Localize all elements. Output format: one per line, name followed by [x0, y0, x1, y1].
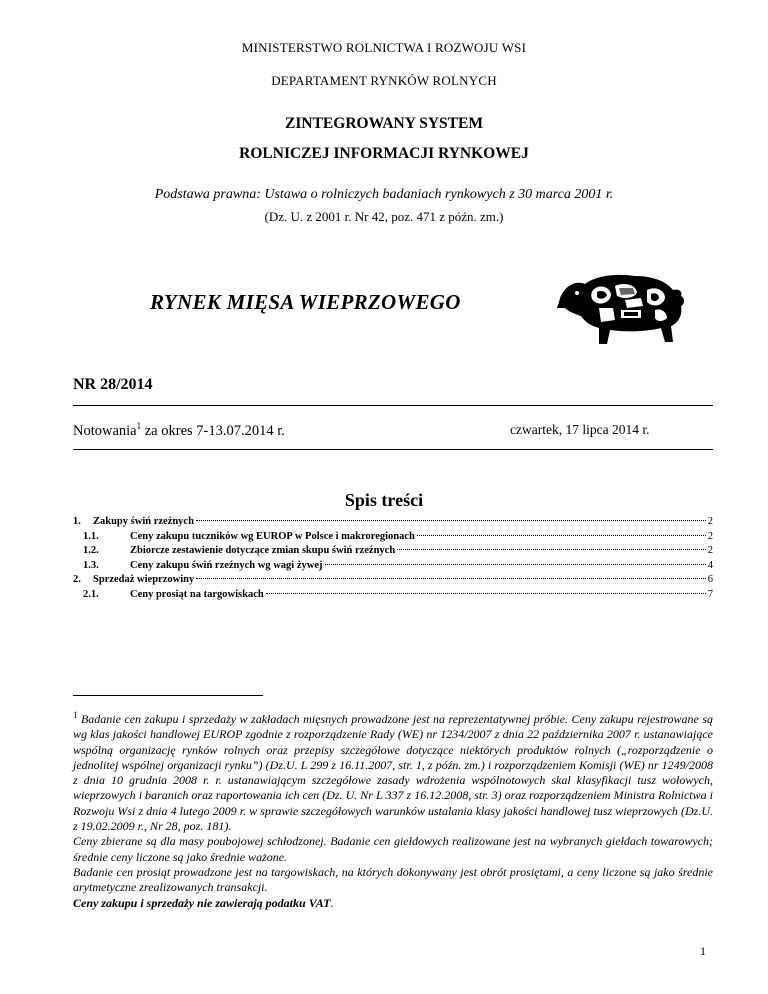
- quotation-period-text: za okres 7-13.07.2014 r.: [141, 422, 285, 439]
- toc-leader-dots: [417, 535, 706, 536]
- toc-title: Spis treści: [344, 490, 424, 510]
- toc-item-label: Zbiorcze zestawienie dotyczące zmian skupu świń rzeźnych: [130, 545, 396, 556]
- toc-item-label: Ceny zakupu tuczników wg EUROP w Polsce i makroregionach: [130, 530, 415, 542]
- toc-leader-dots: [196, 578, 706, 579]
- toc-item-1[interactable]: [73, 515, 713, 530]
- footnote-mark: 1: [73, 710, 78, 720]
- quotation-prefix: Notowania: [73, 422, 137, 439]
- toc-item-number: 1.: [73, 516, 81, 527]
- footnote-reference[interactable]: 1: [136, 421, 142, 431]
- toc-item-1-3[interactable]: [73, 559, 713, 574]
- footnote-paragraph-2: Ceny zbierane są dla masy poubojowej schłodzonej. Badanie cen giełdowych realizowane jest na wybranych giełdach towarowych; średnie ceny liczone są jako średnie ważone.: [73, 834, 713, 864]
- toc-item-label: Sprzedaż wieprzowiny: [93, 574, 195, 585]
- toc-item-label: Ceny prosiąt na targowiskach: [130, 588, 264, 600]
- toc-item-number: 2.1.: [83, 588, 99, 600]
- report-title: RYNEK MIĘSA WIEPRZOWEGO: [150, 290, 461, 314]
- toc-item-label: Ceny zakupu świń rzeźnych wg wagi żywej: [130, 559, 323, 571]
- footnote-divider: [73, 695, 263, 696]
- toc-item-page: 4: [707, 559, 713, 571]
- legal-basis: Podstawa prawna: Ustawa o rolniczych badaniach rynkowych z 30 marca 2001 r.: [154, 187, 614, 202]
- footnote-text-1: Badanie cen zakupu i sprzedaży w zakładach mięsnych prowadzone jest na reprezentatywnej próbie. Ceny zakupu rejestrowane są wg klas jakości handlowej EUROP zgodnie z rozporządzenie Rady (WE) nr 1234/2007 z dnia 22 października 2007 r. ustanawiające wspólną organizację rynków rolnych oraz przepisy szczegółowe dotyczące niektórych produktów rolnych („rozporządzenie o jednolitej wspólnej organizacji rynku”) (Dz.U. L 299 z 16.11.2007, str. 1, z późn. zm.) i rozporządzeniem Komisji (WE) nr 1249/2008 z dnia 10 grudnia 2008 r. r. ustanawiającym szczegółowe zasady wdrożenia wspólnotowych skal klasyfikacji tusz wołowych, wieprzowych i baranich oraz raportowania ich cen (Dz. U. Nr L 337 z 16.12.2008, str. 3) oraz rozporządzeniem Ministra Rolnictwa i Rozwoju Wsi z dnia 4 lutego 2009 r. w sprawie szczegółowych warunków ustalania klasy jakości handlowej tusz wieprzowych (Dz.U. z 19.02.2009 r., Nr 28, poz. 181).: [73, 712, 713, 834]
- publication-date: czwartek, 17 lipca 2014 r.: [510, 422, 650, 437]
- toc-item-1-1[interactable]: [73, 530, 713, 545]
- toc-item-number: 1.2.: [83, 545, 99, 556]
- toc-item-number: 1.3.: [83, 559, 99, 571]
- toc-item-1-2[interactable]: [73, 544, 713, 559]
- toc-leader-dots: [325, 564, 706, 565]
- meta-divider: [73, 449, 713, 450]
- toc-item-page: 2: [707, 516, 713, 527]
- toc-item-page: 2: [707, 545, 713, 556]
- system-title-line2: ROLNICZEJ INFORMACJI RYNKOWEJ: [239, 145, 529, 162]
- toc-item-label: Zakupy świń rzeźnych: [93, 516, 194, 527]
- pig-icon: [555, 268, 690, 348]
- footnote-paragraph-4: [73, 896, 713, 911]
- footnote-paragraph-1: [73, 708, 713, 834]
- vat-notice: Ceny zakupu i sprzedaży nie zawierają podatku VAT: [73, 895, 331, 910]
- legal-reference: (Dz. U. z 2001 r. Nr 42, poz. 471 z późn. zm.): [264, 209, 504, 224]
- system-title-line1: ZINTEGROWANY SYSTEM: [285, 115, 483, 132]
- toc-leader-dots: [397, 549, 706, 550]
- footnote: [73, 708, 713, 911]
- toc-leader-dots: [196, 520, 706, 521]
- toc-leader-dots: [266, 593, 706, 594]
- toc-item-2[interactable]: [73, 573, 713, 588]
- toc-item-page: 6: [707, 574, 713, 585]
- issue-number: NR 28/2014: [73, 376, 153, 393]
- toc-item-number: 2.: [73, 574, 81, 585]
- page-number: 1: [700, 944, 706, 958]
- ministry-name: MINISTERSTWO ROLNICTWA I ROZWOJU WSI: [241, 40, 527, 55]
- toc-item-number: 1.1.: [83, 530, 99, 542]
- table-of-contents: [73, 515, 713, 602]
- header-divider: [73, 405, 713, 406]
- department-name: DEPARTAMENT RYNKÓW ROLNYCH: [271, 73, 497, 88]
- toc-item-2-1[interactable]: [73, 588, 713, 603]
- footnote-paragraph-3: Badanie cen prosiąt prowadzone jest na targowiskach, na których dokonywany jest obrót prosiętami, a ceny liczone są jako średnie arytmetyczne zrealizowanych transakcji.: [73, 864, 713, 895]
- toc-item-page: 7: [707, 588, 713, 600]
- vat-notice-end: .: [330, 895, 334, 910]
- toc-item-page: 2: [707, 530, 713, 542]
- quotation-period: [73, 421, 285, 440]
